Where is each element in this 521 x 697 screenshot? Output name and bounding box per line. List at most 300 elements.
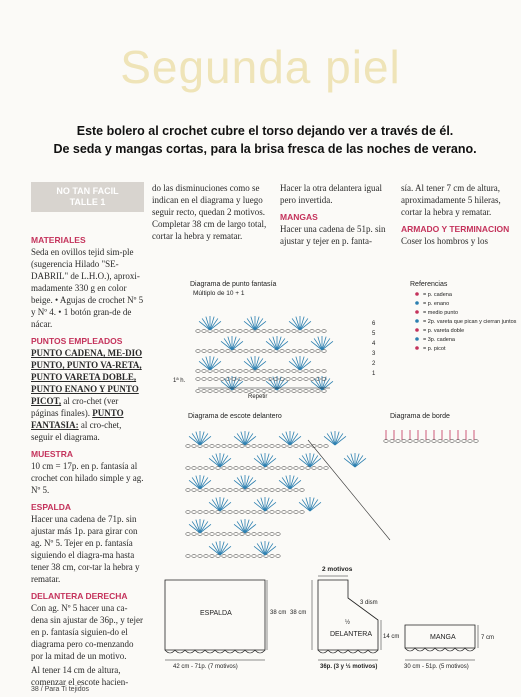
chain-stitch — [214, 330, 218, 333]
muestra-heading: MUESTRA — [31, 449, 74, 459]
chain-stitch — [298, 350, 302, 353]
mangas-text: Hacer una cadena de 51p. sin ajustar y tejer en p. fanta- — [280, 224, 386, 246]
chain-stitch — [280, 330, 284, 333]
escote-edge — [308, 440, 390, 540]
chain-stitch — [252, 555, 256, 558]
col2-text: do las disminuciones como se indican en el diagrama y luego seguir recto, quedan 2 motivos. Completar 38 cm de largo total, cortar la hebra y rematar. — [152, 183, 267, 241]
chain-stitch — [322, 330, 326, 333]
chain-stitch — [256, 390, 260, 393]
chain-stitch — [244, 390, 248, 393]
chain-stitch — [286, 350, 290, 353]
chain-stitch — [268, 370, 272, 373]
chain-stitch — [306, 445, 310, 448]
references-title: Referencias — [410, 281, 448, 288]
chain-stitch — [324, 467, 328, 470]
motivos-label: 2 motivos — [322, 566, 353, 573]
chain-stitch — [408, 440, 412, 443]
chain-stitch — [216, 445, 220, 448]
chain-stitch — [208, 390, 212, 393]
references-list — [415, 292, 516, 352]
chain-stitch — [214, 390, 218, 393]
chain-stitch — [292, 378, 296, 381]
chain-stitch — [192, 533, 196, 536]
chain-stitch — [234, 555, 238, 558]
chain-stitch — [396, 440, 400, 443]
chain-stitch — [270, 445, 274, 448]
chain-stitch — [204, 555, 208, 558]
chain-stitch — [300, 467, 304, 470]
chain-stitch — [208, 330, 212, 333]
chain-stitch — [204, 467, 208, 470]
ref-symbol — [415, 292, 419, 296]
chain-stitch — [246, 555, 250, 558]
borde-title: Diagrama de borde — [390, 413, 450, 420]
chain-stitch — [274, 330, 278, 333]
chain-stitch — [234, 533, 238, 536]
chain-stitch — [462, 440, 466, 443]
col3-text: Hacer la otra delantera igual pero invertida. — [280, 183, 382, 205]
chain-stitch — [240, 445, 244, 448]
chain-stitch — [310, 350, 314, 353]
chain-stitch — [252, 533, 256, 536]
chain-stitch — [192, 467, 196, 470]
chain-stitch — [258, 489, 262, 492]
col4-text: sía. Al tener 7 cm de altura, aproximadamente 5 hileras, cortar la hebra y rematar. — [401, 183, 501, 217]
chain-stitch — [234, 489, 238, 492]
chain-stitch — [468, 440, 472, 443]
chain-stitch — [274, 370, 278, 373]
chain-stitch — [298, 370, 302, 373]
chain-stitch — [240, 511, 244, 514]
fantasia-subtitle: Múltiplo de 10 + 1 — [193, 290, 245, 297]
chain-stitch — [292, 390, 296, 393]
chain-stitch — [250, 330, 254, 333]
chain-stitch — [268, 330, 272, 333]
row-number: 6 — [372, 321, 376, 327]
chain-stitch — [294, 489, 298, 492]
chain-stitch — [250, 390, 254, 393]
chain-stitch — [202, 378, 206, 381]
chain-stitch — [450, 440, 454, 443]
chain-stitch — [186, 489, 190, 492]
ref-symbol — [415, 337, 419, 341]
chain-stitch — [270, 555, 274, 558]
chain-stitch — [198, 445, 202, 448]
ref-text: = p. enano — [423, 301, 450, 307]
delantera-schematic — [290, 566, 399, 670]
chain-stitch — [196, 370, 200, 373]
page-title: Segunda piel — [120, 41, 401, 93]
espalda-width: 42 cm - 71p. (7 motivos) — [173, 664, 238, 670]
chain-stitch — [258, 555, 262, 558]
chain-stitch — [198, 511, 202, 514]
chain-stitch — [214, 378, 218, 381]
chain-stitch — [208, 370, 212, 373]
chain-stitch — [220, 390, 224, 393]
delantera-width: 36p. (3 y ½ motivos) — [320, 664, 378, 670]
chain-stitch — [288, 511, 292, 514]
chain-stitch — [390, 440, 394, 443]
chain-stitch — [414, 440, 418, 443]
chain-stitch — [288, 467, 292, 470]
chain-stitch — [282, 511, 286, 514]
armado-heading: ARMADO Y TERMINACION — [401, 224, 510, 234]
chain-stitch — [208, 378, 212, 381]
muestra-text: 10 cm = 17p. en p. fantasía al crochet con hilado simple y ag. Nº 5. — [31, 461, 144, 495]
chain-stitch — [316, 350, 320, 353]
row-number: 3 — [372, 351, 376, 357]
ref-text: = medio punto — [423, 310, 459, 316]
repeat-label: Repetir — [248, 394, 268, 400]
chain-stitch — [246, 533, 250, 536]
chain-stitch — [298, 330, 302, 333]
chain-stitch — [426, 440, 430, 443]
chain-stitch — [474, 440, 478, 443]
chain-stitch — [252, 445, 256, 448]
chain-stitch — [204, 489, 208, 492]
ref-text: = 3p. cadena — [423, 337, 455, 343]
chain-stitch — [238, 370, 242, 373]
delantera-height-1: 38 cm — [290, 610, 307, 616]
chain-stitch — [246, 467, 250, 470]
chain-stitch — [192, 445, 196, 448]
espalda-schematic — [165, 580, 286, 670]
chain-stitch — [226, 370, 230, 373]
chain-stitch — [324, 445, 328, 448]
chain-stitch — [228, 445, 232, 448]
chain-stitch — [198, 533, 202, 536]
chain-stitch — [310, 330, 314, 333]
chain-stitch — [246, 511, 250, 514]
chain-stitch — [220, 350, 224, 353]
chain-stitch — [222, 555, 226, 558]
escote-title: Diagrama de escote delantero — [188, 413, 282, 420]
ref-text: = p. picot — [423, 346, 446, 352]
espalda-height: 38 cm — [270, 610, 287, 616]
ref-symbol — [415, 301, 419, 305]
chain-stitch — [240, 489, 244, 492]
puntos-rest: al cro-chet (ver páginas finales). — [31, 396, 119, 418]
chain-stitch — [210, 467, 214, 470]
delantera-text-2: Al tener 14 cm de altura, comenzar el escote hacien- — [31, 665, 129, 687]
armado-text: Coser los hombros y los — [401, 236, 489, 246]
chain-stitch — [204, 511, 208, 514]
materiales-heading: MATERIALES — [31, 235, 86, 245]
chain-stitch — [264, 533, 268, 536]
difficulty-label: NO TAN FACIL — [56, 186, 119, 196]
chain-stitch — [228, 489, 232, 492]
chain-stitch — [186, 511, 190, 514]
materiales-text: Seda en ovillos tejid sim-ple (sugerencia Hilado "SE-DABRIL" de L.H.O.), aproxi-madamente 330 g en color beige. • Agujas de crochet Nº 5 y Nº 4. • 1 botón gran-de de nácar. — [31, 247, 144, 329]
fantasia-pattern — [196, 316, 333, 392]
chain-stitch — [304, 390, 308, 393]
chain-stitch — [210, 533, 214, 536]
mangas-heading: MANGAS — [280, 212, 318, 222]
chain-stitch — [186, 467, 190, 470]
ref-symbol — [415, 328, 419, 332]
chain-stitch — [198, 467, 202, 470]
escote-pattern — [186, 431, 390, 557]
chain-stitch — [204, 533, 208, 536]
fantasia-title: Diagrama de punto fantasía — [190, 281, 277, 288]
row-number: 1 — [372, 371, 376, 377]
row-labels — [372, 321, 376, 377]
chain-stitch — [276, 533, 280, 536]
chain-stitch — [238, 390, 242, 393]
chain-stitch — [318, 445, 322, 448]
chain-stitch — [192, 489, 196, 492]
puntos-bold: PUNTO CADENA, ME-DIO PUNTO, PUNTO VA-RETA, PUNTO VARETA DOBLE, PUNTO ENANO Y PUNTO PICOT, — [31, 348, 143, 406]
chain-stitch — [286, 378, 290, 381]
chain-stitch — [210, 489, 214, 492]
chain-stitch — [232, 330, 236, 333]
chain-stitch — [310, 370, 314, 373]
delantera-heading: DELANTERA DERECHA — [31, 591, 128, 601]
chain-stitch — [288, 489, 292, 492]
chain-stitch — [186, 555, 190, 558]
chain-stitch — [292, 370, 296, 373]
chain-stitch — [228, 555, 232, 558]
chain-stitch — [192, 555, 196, 558]
chain-stitch — [214, 350, 218, 353]
chain-stitch — [262, 370, 266, 373]
fantasia-rest: al cro-chet, seguir el diagrama. — [31, 420, 122, 442]
chain-stitch — [270, 467, 274, 470]
espalda-label: ESPALDA — [200, 610, 232, 617]
chain-stitch — [268, 350, 272, 353]
chain-stitch — [222, 511, 226, 514]
chain-stitch — [238, 350, 242, 353]
chain-stitch — [282, 467, 286, 470]
chain-stitch — [238, 330, 242, 333]
row-number: 5 — [372, 331, 376, 337]
ref-text: = p. vareta doble — [423, 328, 465, 334]
chain-stitch — [240, 533, 244, 536]
chain-stitch — [280, 370, 284, 373]
chain-stitch — [228, 467, 232, 470]
chain-stitch — [222, 489, 226, 492]
manga-height: 7 cm — [481, 635, 495, 641]
chain-stitch — [202, 390, 206, 393]
chain-stitch — [256, 350, 260, 353]
chain-stitch — [310, 378, 314, 381]
chain-stitch — [292, 350, 296, 353]
chain-stitch — [274, 378, 278, 381]
page-footer: 38 / Para Ti tejidos — [31, 686, 89, 693]
chain-stitch — [220, 370, 224, 373]
chain-stitch — [202, 330, 206, 333]
chain-stitch — [216, 489, 220, 492]
chain-stitch — [256, 370, 260, 373]
delantera-height-2: 14 cm — [383, 634, 400, 640]
chain-stitch — [226, 350, 230, 353]
chain-stitch — [262, 378, 266, 381]
borde-pattern — [384, 430, 478, 442]
chain-stitch — [258, 445, 262, 448]
chain-stitch — [196, 350, 200, 353]
chain-stitch — [282, 445, 286, 448]
chain-stitch — [276, 511, 280, 514]
chain-stitch — [298, 378, 302, 381]
chain-stitch — [276, 467, 280, 470]
chain-stitch — [294, 445, 298, 448]
chain-stitch — [196, 378, 200, 381]
chain-stitch — [276, 445, 280, 448]
chain-stitch — [262, 350, 266, 353]
size-label: TALLE 1 — [69, 197, 106, 207]
chain-stitch — [270, 489, 274, 492]
puntos-heading: PUNTOS EMPLEADOS — [31, 336, 123, 346]
chain-stitch — [276, 555, 280, 558]
chain-stitch — [304, 330, 308, 333]
chain-stitch — [280, 350, 284, 353]
chain-stitch — [432, 440, 436, 443]
ref-text: = p. cadena — [423, 292, 452, 298]
chain-stitch — [304, 370, 308, 373]
chain-stitch — [262, 390, 266, 393]
chain-stitch — [228, 533, 232, 536]
chain-stitch — [444, 440, 448, 443]
chain-stitch — [232, 370, 236, 373]
chain-stitch — [222, 445, 226, 448]
manga-width: 30 cm - 51p. (5 motivos) — [404, 664, 469, 670]
chain-stitch — [420, 440, 424, 443]
chain-stitch — [258, 467, 262, 470]
half-label: ½ — [345, 620, 351, 626]
chain-stitch — [186, 445, 190, 448]
chain-stitch — [384, 440, 388, 443]
chain-stitch — [198, 555, 202, 558]
chain-stitch — [226, 330, 230, 333]
chain-stitch — [298, 390, 302, 393]
chain-stitch — [240, 467, 244, 470]
ref-text: = 2p. vareta que pican y cierran juntos — [423, 319, 517, 325]
dism-label: 3 dism — [360, 600, 378, 606]
chain-stitch — [210, 555, 214, 558]
chain-stitch — [294, 467, 298, 470]
chain-stitch — [316, 370, 320, 373]
chain-stitch — [244, 350, 248, 353]
chain-stitch — [312, 467, 316, 470]
chain-stitch — [256, 378, 260, 381]
ref-symbol — [415, 319, 419, 323]
chain-stitch — [210, 511, 214, 514]
chain-stitch — [264, 489, 268, 492]
chain-stitch — [304, 350, 308, 353]
chain-stitch — [258, 511, 262, 514]
chain-stitch — [282, 489, 286, 492]
chain-stitch — [456, 440, 460, 443]
chain-stitch — [216, 533, 220, 536]
chain-stitch — [244, 370, 248, 373]
chain-stitch — [246, 445, 250, 448]
chain-stitch — [322, 370, 326, 373]
chain-stitch — [292, 330, 296, 333]
chain-stitch — [234, 467, 238, 470]
chain-stitch — [220, 330, 224, 333]
chain-stitch — [250, 350, 254, 353]
row-number: 2 — [372, 361, 376, 367]
chain-stitch — [318, 467, 322, 470]
chain-stitch — [246, 489, 250, 492]
chain-stitch — [252, 467, 256, 470]
chain-stitch — [202, 350, 206, 353]
chain-stitch — [210, 445, 214, 448]
chain-stitch — [220, 378, 224, 381]
chain-stitch — [264, 445, 268, 448]
chain-stitch — [234, 445, 238, 448]
chain-stitch — [222, 533, 226, 536]
chain-stitch — [256, 330, 260, 333]
delantera-label: DELANTERA — [330, 631, 373, 638]
chain-stitch — [228, 511, 232, 514]
chain-stitch — [244, 378, 248, 381]
chain-stitch — [402, 440, 406, 443]
chain-stitch — [310, 390, 314, 393]
chain-stitch — [244, 330, 248, 333]
chain-stitch — [258, 533, 262, 536]
chain-stitch — [300, 445, 304, 448]
chain-stitch — [192, 511, 196, 514]
start-row-label: 1ª h. — [173, 378, 186, 384]
chain-stitch — [222, 467, 226, 470]
chain-stitch — [286, 330, 290, 333]
chain-stitch — [186, 533, 190, 536]
row-number: 4 — [372, 341, 376, 347]
chain-stitch — [262, 330, 266, 333]
espalda-text: Hacer una cadena de 71p. sin ajustar más 1p. para girar con ag. Nº 5. Tejer en p. fantasía siguiendo el diagra-ma hasta tener 38 cm, cor-tar la hebra y rematar. — [31, 514, 140, 584]
chain-stitch — [240, 555, 244, 558]
chain-stitch — [268, 390, 272, 393]
chain-stitch — [252, 489, 256, 492]
chain-stitch — [286, 390, 290, 393]
chain-stitch — [276, 489, 280, 492]
ref-symbol — [415, 310, 419, 314]
delantera-text: Con ag. Nº 5 hacer una ca-dena sin ajustar de 36p., y tejer en p. fantasía siguien-do el diagrama pero co-menzando por la mitad de un motivo. — [31, 603, 143, 661]
chain-stitch — [300, 511, 304, 514]
chain-stitch — [214, 370, 218, 373]
manga-schematic — [404, 625, 494, 670]
chain-stitch — [226, 390, 230, 393]
chain-stitch — [234, 511, 238, 514]
chain-stitch — [300, 489, 304, 492]
espalda-heading: ESPALDA — [31, 502, 71, 512]
chain-stitch — [438, 440, 442, 443]
chain-stitch — [294, 511, 298, 514]
manga-label: MANGA — [430, 634, 456, 641]
chain-stitch — [252, 511, 256, 514]
chain-stitch — [270, 533, 274, 536]
chain-stitch — [204, 445, 208, 448]
chain-stitch — [198, 489, 202, 492]
chain-stitch — [250, 370, 254, 373]
chain-stitch — [202, 370, 206, 373]
chain-stitch — [316, 330, 320, 333]
intro-line-1: Este bolero al crochet cubre el torso dejando ver a través de él. — [76, 124, 454, 138]
fantasia-bold: PUNTO FANTASIA: — [31, 408, 124, 430]
chain-stitch — [280, 390, 284, 393]
intro-line-2: De seda y mangas cortas, para la brisa fresca de las noches de verano. — [53, 142, 477, 156]
chain-stitch — [316, 390, 320, 393]
chain-stitch — [304, 378, 308, 381]
chain-stitch — [196, 330, 200, 333]
ref-symbol — [415, 346, 419, 350]
chain-stitch — [250, 378, 254, 381]
chain-stitch — [270, 511, 274, 514]
chain-stitch — [286, 370, 290, 373]
chain-stitch — [208, 350, 212, 353]
chain-stitch — [288, 445, 292, 448]
